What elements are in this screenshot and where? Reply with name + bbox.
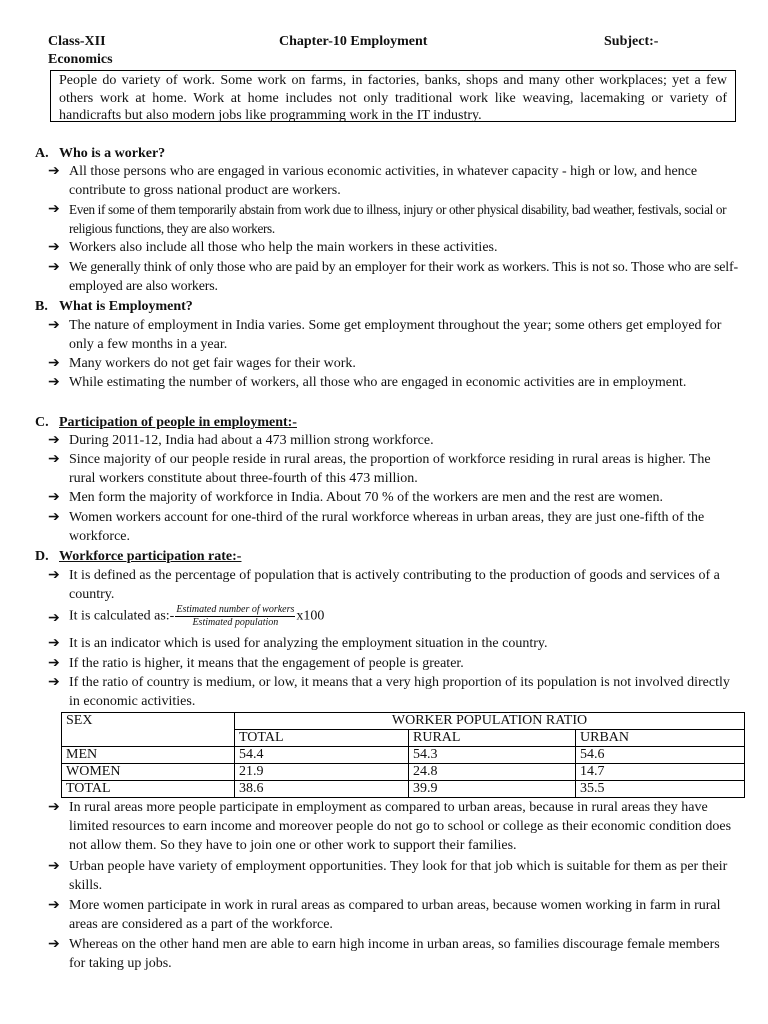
arrow-right-icon: ➔ <box>48 675 60 690</box>
subject-label: Subject:- <box>604 34 659 49</box>
arrow-right-icon: ➔ <box>48 611 60 626</box>
arrow-right-icon: ➔ <box>48 164 60 179</box>
formula-suffix: x100 <box>296 608 325 624</box>
table-column-header: TOTAL <box>235 730 409 747</box>
table-cell: 54.6 <box>576 747 745 764</box>
row-label: MEN <box>62 747 235 764</box>
section-title: Participation of people in employment:- <box>59 415 297 430</box>
section-letter: A. <box>35 146 49 161</box>
formula-denominator: Estimated population <box>192 617 279 628</box>
list-item <box>48 798 738 855</box>
bullet-text: Workers also include all those who help the main workers in these activities. <box>69 240 498 255</box>
arrow-right-icon: ➔ <box>48 260 60 275</box>
table-title-cell: WORKER POPULATION RATIO <box>235 713 745 730</box>
arrow-right-icon: ➔ <box>48 452 60 467</box>
arrow-right-icon: ➔ <box>48 433 60 448</box>
table-cell: 38.6 <box>235 781 409 798</box>
list-item <box>48 508 738 546</box>
arrow-right-icon: ➔ <box>48 375 60 390</box>
table-cell: 54.3 <box>409 747 576 764</box>
bullet-text: It is defined as the percentage of population that is actively contributing to the production of goods and services of a country. <box>69 568 720 602</box>
section-title: What is Employment? <box>59 299 193 314</box>
bullet-text: We generally think of only those who are paid by an employer for their work as workers. This is not so. Those who are self-employed are also workers. <box>69 260 738 294</box>
list-item <box>48 634 738 653</box>
table-row <box>62 781 745 798</box>
section-letter: B. <box>35 299 48 314</box>
list-item <box>48 431 738 450</box>
bullet-text: During 2011-12, India had about a 473 million strong workforce. <box>69 433 434 448</box>
arrow-right-icon: ➔ <box>48 510 60 525</box>
arrow-right-icon: ➔ <box>48 937 60 952</box>
arrow-right-icon: ➔ <box>48 898 60 913</box>
arrow-right-icon: ➔ <box>48 859 60 874</box>
bullet-text: Even if some of them temporarily abstain from work due to illness, injury or other physical disability, bad weather, festivals, social or religious functions, they are also workers. <box>69 202 727 236</box>
class-label: Class-XII <box>48 34 106 49</box>
list-item <box>48 373 738 392</box>
arrow-right-icon: ➔ <box>48 636 60 651</box>
chapter-title: Chapter-10 Employment <box>279 34 428 49</box>
arrow-right-icon: ➔ <box>48 800 60 815</box>
table-cell: 35.5 <box>576 781 745 798</box>
section-title: Who is a worker? <box>59 146 166 161</box>
bullet-text: More women participate in work in rural areas as compared to urban areas, because women working in farm in rural areas are considered as a part of the workforce. <box>69 898 721 932</box>
list-item <box>48 316 738 354</box>
section-letter: D. <box>35 549 49 564</box>
table-corner-cell: SEX <box>62 713 235 747</box>
section-letter: C. <box>35 415 49 430</box>
list-item <box>48 935 738 973</box>
list-item-formula <box>48 604 738 629</box>
list-item <box>48 450 738 488</box>
arrow-right-icon: ➔ <box>48 568 60 583</box>
arrow-right-icon: ➔ <box>48 490 60 505</box>
row-label: WOMEN <box>62 764 235 781</box>
table-cell: 21.9 <box>235 764 409 781</box>
table-cell: 39.9 <box>409 781 576 798</box>
list-item <box>48 258 738 296</box>
bullet-text: All those persons who are engaged in various economic activities, in whatever capacity - high or low, and hence contribute to gross national product are workers. <box>69 164 698 198</box>
section-a-heading <box>35 145 165 162</box>
list-item <box>48 354 738 373</box>
intro-box: People do variety of work. Some work on farms, in factories, banks, shops and many other workplaces; yet a few others work at home. Work at home includes not only traditional work like weaving, lacemaking or variety of handicrafts but also modern jobs like programming work in the IT industry. <box>50 70 736 122</box>
bullet-text: Women workers account for one-third of the rural workforce whereas in urban areas, they are just one-fifth of the workforce. <box>69 510 705 544</box>
bullet-text: In rural areas more people participate in employment as compared to urban areas, because in rural areas they have limited resources to earn income and moreover people do not go to school or college as their economic condition does not allow them. So they have to join one or other work to support their families. <box>69 800 732 853</box>
list-item <box>48 566 738 604</box>
list-item <box>48 488 738 507</box>
arrow-right-icon: ➔ <box>48 202 60 217</box>
section-d-heading <box>35 548 241 565</box>
bullet-text: Many workers do not get fair wages for their work. <box>69 356 356 371</box>
list-item <box>48 654 738 673</box>
arrow-right-icon: ➔ <box>48 318 60 333</box>
table-column-header: RURAL <box>409 730 576 747</box>
bullet-text: Men form the majority of workforce in India. About 70 % of the workers are men and the rest are women. <box>69 490 664 505</box>
arrow-right-icon: ➔ <box>48 240 60 255</box>
table-column-header: URBAN <box>576 730 745 747</box>
list-item <box>48 162 738 200</box>
table-row <box>62 764 745 781</box>
subject-name: Economics <box>48 52 113 67</box>
list-item <box>48 896 738 934</box>
formula-fraction <box>175 604 295 629</box>
list-item <box>48 200 738 238</box>
bullet-text: Urban people have variety of employment opportunities. They look for that job which is suitable for them as per their skills. <box>69 859 728 893</box>
table-cell: 54.4 <box>235 747 409 764</box>
formula-line <box>69 604 738 629</box>
bullet-text: While estimating the number of workers, all those who are engaged in economic activities are in employment. <box>69 375 687 390</box>
bullet-text: Since majority of our people reside in rural areas, the proportion of workforce residing in rural areas is higher. The rural workers constitute about three-fourth of this 473 million. <box>69 452 711 486</box>
bullet-text: It is an indicator which is used for analyzing the employment situation in the country. <box>69 636 548 651</box>
section-b-heading <box>35 298 193 315</box>
row-label: TOTAL <box>62 781 235 798</box>
table-row <box>62 747 745 764</box>
table-header-row <box>62 713 745 730</box>
table-cell: 24.8 <box>409 764 576 781</box>
bullet-text: Whereas on the other hand men are able to earn high income in urban areas, so families discourage female members for taking up jobs. <box>69 937 720 971</box>
formula-prefix: It is calculated as:- <box>69 608 175 624</box>
arrow-right-icon: ➔ <box>48 656 60 671</box>
section-title: Workforce participation rate:- <box>59 549 242 564</box>
section-c-heading <box>35 414 297 431</box>
list-item <box>48 238 738 257</box>
worker-population-table <box>61 712 745 798</box>
bullet-text: The nature of employment in India varies. Some get employment throughout the year; some others get employed for only a few months in a year. <box>69 318 722 352</box>
bullet-text: If the ratio of country is medium, or low, it means that a very high proportion of its population is not involved directly in economic activities. <box>69 675 730 709</box>
arrow-right-icon: ➔ <box>48 356 60 371</box>
formula-numerator: Estimated number of workers <box>176 604 295 615</box>
list-item <box>48 673 738 711</box>
bullet-text: If the ratio is higher, it means that the engagement of people is greater. <box>69 656 464 671</box>
list-item <box>48 857 738 895</box>
table-cell: 14.7 <box>576 764 745 781</box>
